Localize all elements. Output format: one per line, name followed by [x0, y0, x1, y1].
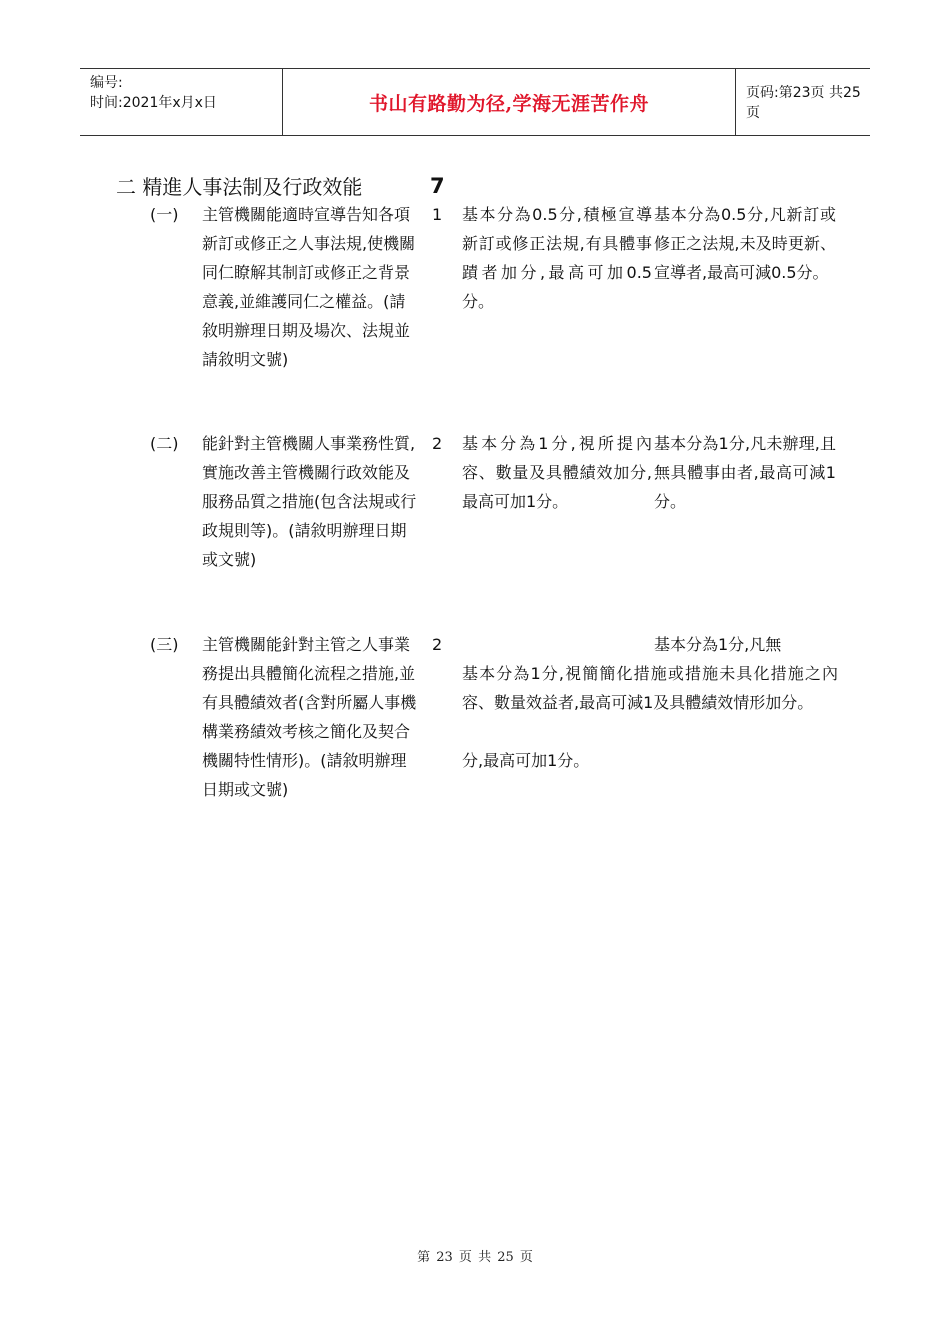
merged-rule-last-line: 分,最高可加1分。 [462, 751, 590, 770]
deduct-points-rule: 基本分為1分,凡未辦理,且無具體事由者,最高可減1分。 [654, 434, 836, 511]
item-number: (二) [150, 434, 179, 453]
header-page-info: 页码:第23页 共25页 [746, 85, 861, 121]
merged-rule-text: 基本分為1分,視簡簡化措施或措施未具化措施之內容、數量效益者,最高可減1及具體績效情形加分。 [462, 664, 838, 712]
page-footer: 第 23 页 共 25 页 [417, 1250, 533, 1265]
document-time-label: 时间:2021年x月x日 [90, 95, 217, 111]
header-meta [80, 69, 282, 135]
item-description: 主管機關能針對主管之人事業務提出具體簡化流程之措施,並有具體績效者(含對所屬人事機構業務績效考核之簡化及契合機關特性情形)。(請敘明辦理日期或文號) [202, 635, 417, 799]
item-score: 1 [432, 205, 443, 224]
item-number: (三) [150, 635, 179, 654]
add-points-rule: 基本分為0.5分,積極宣導新訂或修正法規,有具體事蹟者加分,最高可加0.5分。 [462, 205, 652, 311]
deduct-points-rule: 基本分為0.5分,凡新訂或修正之法規,未及時更新、宣導者,最高可減0.5分。 [654, 205, 836, 282]
header-motto: 书山有路勤为径,学海无涯苦作舟 [282, 69, 736, 135]
deduct-points-rule: 基本分為1分,凡無 [654, 635, 782, 654]
item-description: 能針對主管機關人事業務性質,實施改善主管機關行政效能及服務品質之措施(包含法規或行政規則等)。(請敘明辦理日期或文號) [202, 434, 417, 569]
item-score: 2 [432, 635, 443, 654]
page-header [80, 68, 870, 136]
item-description: 主管機關能適時宣導告知各項新訂或修正之人事法規,使機關同仁瞭解其制訂或修正之背景意義,並維護同仁之權益。(請敘明辦理日期及場次、法規並請敘明文號) [202, 205, 416, 369]
section-score: 7 [430, 174, 445, 198]
add-points-rule: 基本分為1分,視所提內容、數量及具體績效加分,最高可加1分。 [462, 434, 652, 511]
section-title: 二 精進人事法制及行政效能 [116, 175, 363, 199]
item-score: 2 [432, 434, 443, 453]
item-number: (一) [150, 205, 179, 224]
document-number-label: 编号: [90, 75, 123, 91]
